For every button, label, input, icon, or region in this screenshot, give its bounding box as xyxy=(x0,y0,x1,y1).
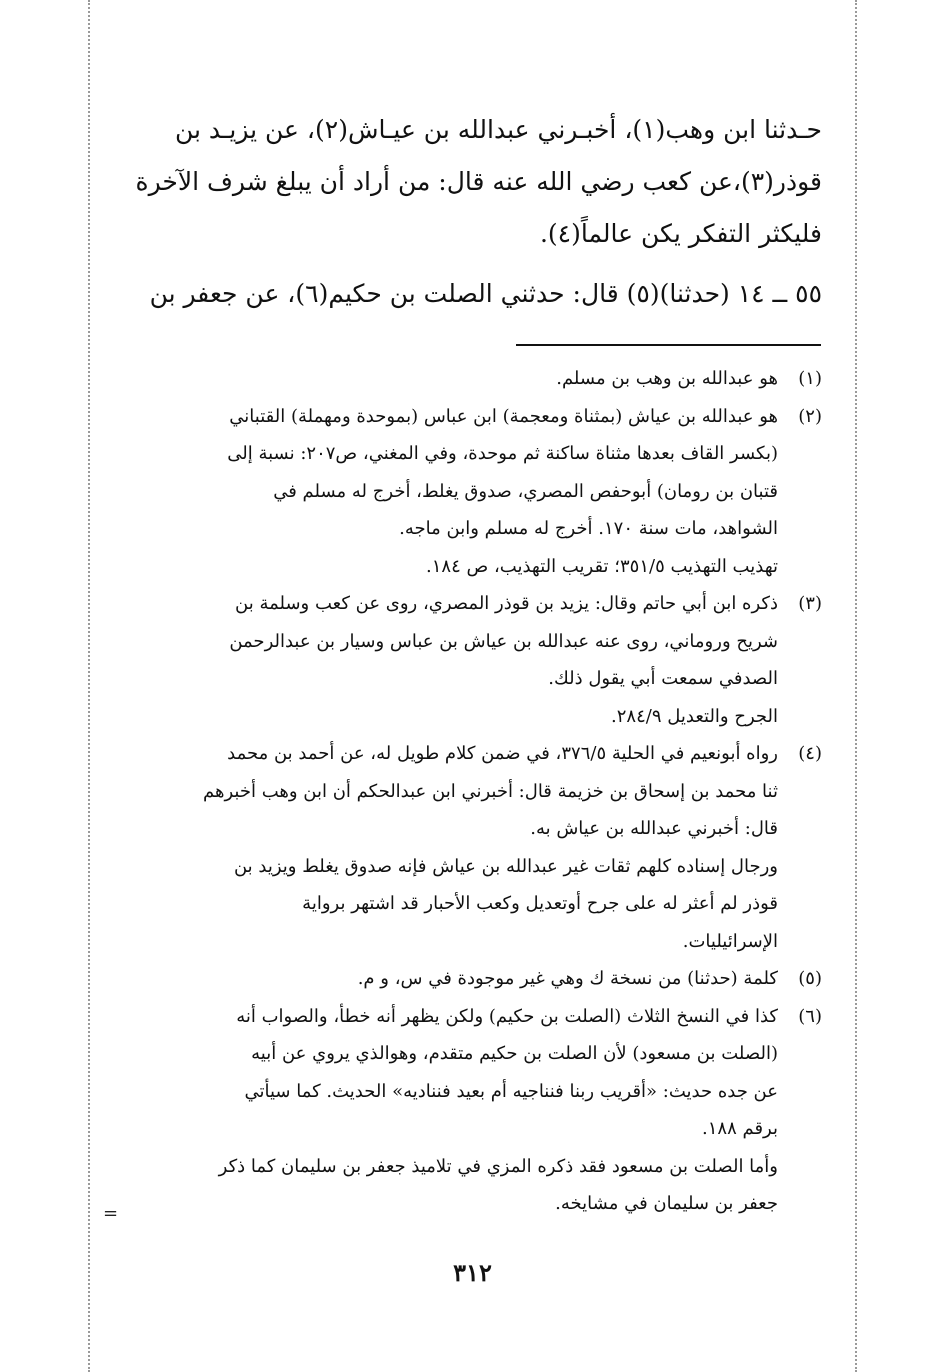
footnote-line: قتبان بن رومان) أبوحفص المصري، صدوق يغلط، أخرج له مسلم في xyxy=(273,480,778,502)
footnote-number: (٥) xyxy=(798,968,822,989)
footnote xyxy=(124,585,822,735)
footnote-line: كلمة (حدثنا) من نسخة ك وهي غير موجودة في س، و م. xyxy=(357,968,778,989)
right-margin-dotted-guide xyxy=(855,0,857,1372)
footnote-line: عن جده حديث: «أقريب ربنا فنناجيه أم بعيد فنناديه» الحديث. كما سيأتي xyxy=(244,1080,778,1102)
footnote-line: ذكره ابن أبي حاتم وقال: يزيد بن قوذر المصري، روى عن كعب وسلمة بن xyxy=(235,593,778,614)
main-text-block xyxy=(124,104,822,320)
footnote-line: ورجال إسناده كلهم ثقات غير عبدالله بن عياش فإنه صدوق يغلط ويزيد بن xyxy=(233,855,778,877)
footnote-body xyxy=(124,998,778,1223)
footnote-number: (٤) xyxy=(798,743,822,764)
footnote-line: الإسرائيليات. xyxy=(682,930,778,952)
footnote-line: برقم ١٨٨. xyxy=(702,1118,778,1139)
footnote-line: شريح وروماني، روى عنه عبدالله بن عياش بن عباس وسيار بن عبدالرحمن xyxy=(229,630,778,652)
footnote-line: تهذيب التهذيب ٣٥١/٥؛ تقريب التهذيب، ص ١٨٤. xyxy=(426,555,778,577)
footnote-body xyxy=(124,360,778,398)
footnote-number: (٢) xyxy=(798,405,822,427)
footnote xyxy=(124,998,822,1223)
main-text-line: قوذر(٣)،عن كعب رضي الله عنه قال: من أراد أن يبلغ شرف الآخرة xyxy=(135,167,822,196)
footnotes-section xyxy=(124,360,822,1223)
main-text-line: فليكثر التفكر يكن عالماً(٤). xyxy=(539,219,822,248)
footnote-line: الجرح والتعديل ٢٨٤/٩. xyxy=(611,705,778,727)
page-number: ٣١٢ xyxy=(453,1258,492,1287)
footnote-line: رواه أبونعيم في الحلية ٣٧٦/٥، في ضمن كلام طويل له، عن أحمد بن محمد xyxy=(227,743,778,764)
footnote-line: هو عبدالله بن عياش (بمثناة ومعجمة) ابن عباس (بموحدة ومهملة) القتباني xyxy=(229,405,778,427)
left-margin-dotted-guide xyxy=(88,0,90,1372)
main-text-line: حـدثنا ابن وهب(١)، أخبـرني عبدالله بن عيـاش(٢)، عن يزيـد بن xyxy=(174,115,822,144)
footnote-line: قوذر لم أعثر له على جرح أوتعديل وكعب الأحبار قد اشتهر برواية xyxy=(302,893,778,914)
footnote-line: كذا في النسخ الثلاث (الصلت بن حكيم) ولكن يظهر أنه خطأ، والصواب أنه xyxy=(236,1005,778,1027)
footnote-line: الشواهد، مات سنة ١٧٠. أخرج له مسلم وابن ماجه. xyxy=(399,518,778,539)
hadith-heading-line: ٥٥ ــ ١٤ (حدثنا)(٥) قال: حدثني الصلت بن حكيم(٦)، عن جعفر بن xyxy=(149,279,822,308)
footnote xyxy=(124,398,822,586)
footnote-body xyxy=(124,585,778,735)
footnote-body xyxy=(124,735,778,960)
footnote-line: وأما الصلت بن مسعود فقد ذكره المزي في تلاميذ جعفر بن سليمان كما ذكر xyxy=(218,1155,778,1177)
footnote-line: جعفر بن سليمان في مشايخه. xyxy=(555,1193,778,1214)
footnote-line: الصدفي سمعت أبي يقول ذلك. xyxy=(548,668,778,689)
footnote xyxy=(124,360,822,398)
footnote-number: (١) xyxy=(798,368,822,389)
footnote-line: قال: أخبرني عبدالله بن عياش به. xyxy=(530,818,778,839)
footnote-body xyxy=(124,960,778,998)
footnote-separator-rule xyxy=(516,344,821,346)
footnote-line: (بكسر القاف بعدها مثناة ساكنة ثم موحدة، وفي المغني، ص٢٠٧: نسبة إلى xyxy=(227,443,778,464)
footnote-number: (٦) xyxy=(798,1005,822,1027)
footnote-line: ثنا محمد بن إسحاق بن خزيمة قال: أخبرني ابن عبدالحكم أن ابن وهب أخبرهم xyxy=(203,780,778,802)
footnote-line: (الصلت بن مسعود) لأن الصلت بن حكيم متقدم، وهوالذي يروي عن أبيه xyxy=(251,1043,778,1064)
footnote-line: هو عبدالله بن وهب بن مسلم. xyxy=(556,368,778,389)
footnote xyxy=(124,735,822,960)
footnote-number: (٣) xyxy=(798,593,822,614)
footnote xyxy=(124,960,822,998)
footnote-body xyxy=(124,398,778,586)
continuation-mark: = xyxy=(103,1203,119,1224)
